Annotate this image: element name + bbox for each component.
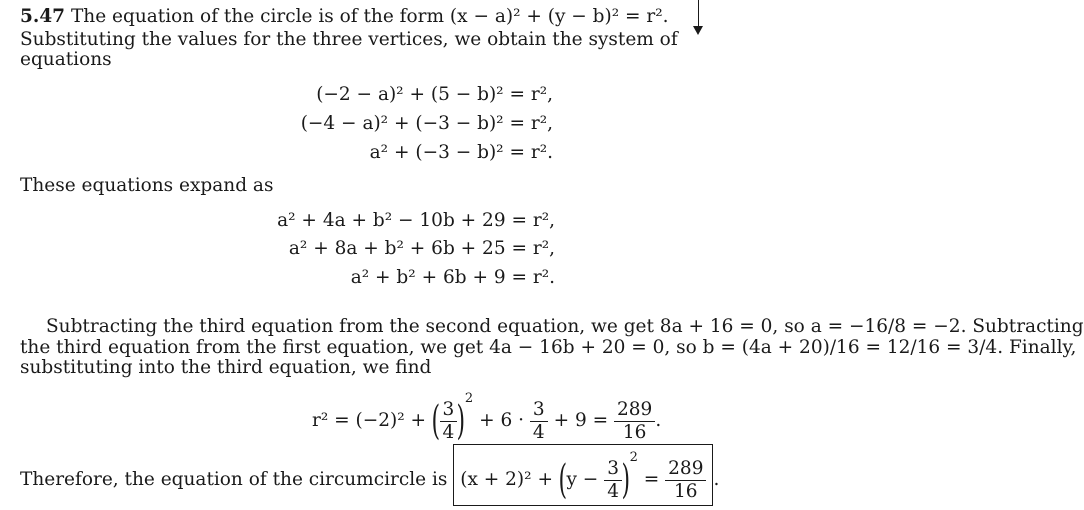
system-eq-3: a² + (−3 − b)² = r². [369, 142, 553, 163]
conclusion-text: Therefore, the equation of the circumcircle is [20, 469, 448, 490]
system-eq-2: (−4 − a)² + (−3 − b)² = r², [300, 113, 553, 134]
right-paren-icon: ) [621, 457, 631, 503]
r2-lhs: r² = (−2)² + [312, 410, 427, 431]
fraction-three-quarters: $\frac{3}{4}$ [440, 399, 458, 444]
conclusion-line: Therefore, the equation of the circumcircle is (x + 2)² + (y − $\frac{3}{4}$ )$^2$ = $\frac{289}{16}$ . [20, 444, 719, 506]
paragraph-line-3: substituting into the third equation, we find [20, 357, 432, 378]
intro-line-2: Substituting the values for the three vertices, we obtain the system of [20, 29, 678, 50]
intro-line-3: equations [20, 49, 112, 70]
expanded-eq-2: a² + 8a + b² + 6b + 25 = r², [288, 238, 555, 259]
paragraph-line-2: the third equation from the first equation, we get 4a − 16b + 20 = 0, so b = (4a + 20)/16 = 12/16 = 3/4. Finally, [20, 337, 1077, 358]
fraction-three-quarters-3: $\frac{3}{4}$ [604, 458, 622, 503]
problem-label: 5.47 [20, 6, 66, 27]
r2-mid: + 6 · [479, 410, 525, 431]
expand-text: These equations expand as [20, 175, 274, 196]
fraction-three-quarters-2: $\frac{3}{4}$ [530, 399, 548, 444]
down-arrow-icon [698, 0, 699, 28]
expanded-eq-1: a² + 4a + b² − 10b + 29 = r², [277, 210, 555, 231]
exponent: 2 [464, 391, 474, 406]
left-paren-icon: ( [558, 457, 567, 503]
right-paren-icon: ) [456, 398, 466, 444]
intro-line-1 [20, 6, 669, 28]
intro-text: The equation of the circle is of the form (x − a)² + (y − b)² = r². [70, 6, 669, 27]
r-squared-equation: r² = (−2)² + ( $\frac{3}{4}$ )$^2$ + 6 · $\frac{3}{4}$ + 9 = $\frac{289}{16}$ . [312, 391, 662, 444]
system-eq-1: (−2 − a)² + (5 − b)² = r², [316, 84, 553, 105]
down-arrow-head-icon [693, 26, 703, 35]
boxed-answer: (x + 2)² + (y − $\frac{3}{4}$ )$^2$ = $\frac{289}{16}$ [453, 444, 713, 506]
expanded-eq-3: a² + b² + 6b + 9 = r². [350, 267, 555, 288]
fraction-289-16: $\frac{289}{16}$ [614, 399, 655, 444]
paragraph-line-1: Subtracting the third equation from the second equation, we get 8a + 16 = 0, so a = −16/8 = −2. Subtracting [46, 316, 1084, 337]
r2-mid2: + 9 = [553, 410, 609, 431]
fraction-289-16-answer: $\frac{289}{16}$ [665, 458, 706, 503]
left-paren-icon: ( [431, 398, 441, 444]
exponent: 2 [629, 450, 638, 465]
